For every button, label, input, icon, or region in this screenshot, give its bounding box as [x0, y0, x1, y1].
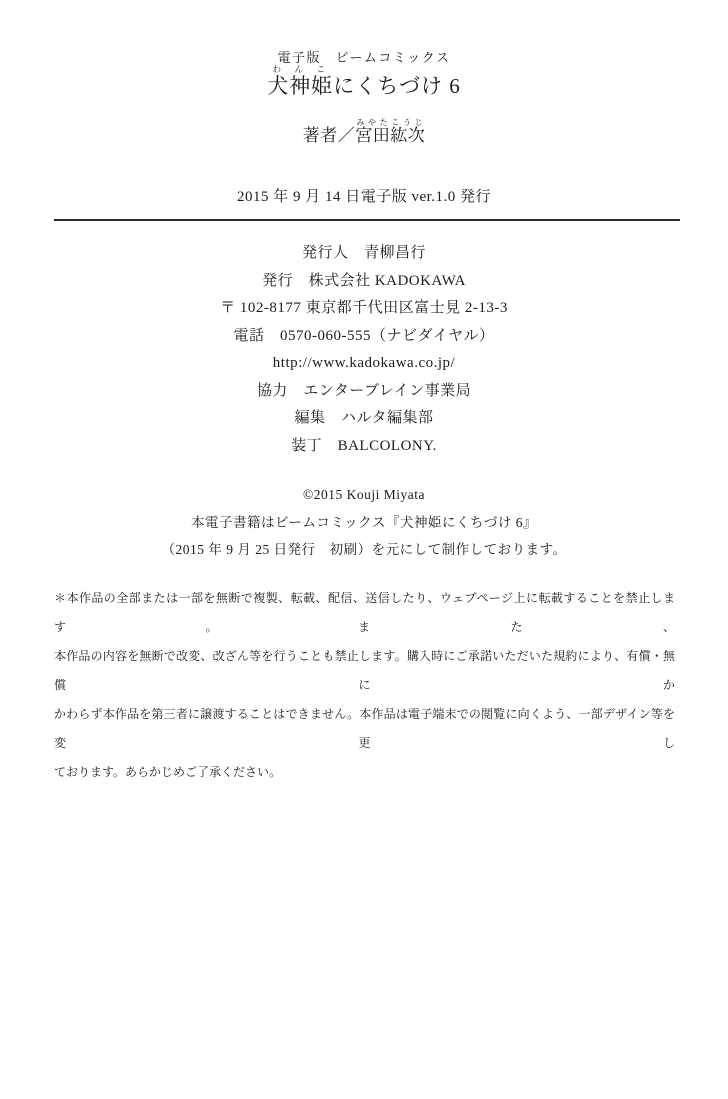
cooperation-line: 協力 エンターブレイン事業局 — [256, 382, 472, 399]
title-suffix: にくちづけ 6 — [333, 74, 461, 98]
disclaimer-line: ＊本作品の全部または一部を無断で複製、転載、配信、送信したり、ウェブページ上に転載することを禁止します。また、 — [54, 591, 675, 634]
author-given-name: 紘次 — [390, 126, 426, 145]
disclaimer-line: かわらず本作品を第三者に譲渡することはできません。本作品は電子端末での閲覧に向くよう、一部デザイン等を変更し — [54, 707, 675, 750]
publisher-person-line: 発行人 青柳昌行 — [301, 245, 426, 261]
phone-line: 電話 0570-060-555（ナビダイヤル） — [233, 327, 495, 344]
source-edition-note: 本電子書籍はビームコミックス『犬神姫にくちづけ 6』 — [190, 514, 538, 530]
book-design-line: 装丁 BALCOLONY. — [291, 437, 437, 454]
copyright-notice: ©2015 Kouji Miyata — [303, 487, 425, 502]
edition-series-label: 電子版 ビームコミックス — [277, 50, 451, 65]
copyright-info — [0, 481, 728, 564]
digital-publication-date: 2015 年 9 月 14 日電子版 ver.1.0 発行 — [236, 189, 492, 205]
author-line — [0, 118, 728, 154]
publisher-company-line: 発行 株式会社 KADOKAWA — [262, 272, 466, 289]
print-edition-note: （2015 年 9 月 25 日発行 初刷）を元にして制作しております。 — [161, 542, 567, 557]
editorial-line: 編集 ハルタ編集部 — [294, 410, 434, 426]
disclaimer-line: 本作品の内容を無断で改変、改ざん等を行うことも禁止します。購入時にご承諾いただいた規約により、有償・無償にか — [54, 649, 675, 692]
title-ruby — [267, 64, 334, 98]
publisher-info — [0, 240, 728, 460]
postal-address-line: 〒 102-8177 東京都千代田区富士見 2-13-3 — [220, 300, 508, 316]
author-given-furigana: こうじ — [390, 118, 426, 127]
author-family-name: 宮田 — [355, 126, 391, 145]
author-family-furigana: みやた — [355, 118, 391, 127]
disclaimer-line: ております。あらかじめご了承ください。 — [54, 765, 282, 779]
author-given-ruby — [390, 118, 426, 145]
author-prefix: 著者／ — [302, 126, 356, 145]
disclaimer-paragraph — [54, 584, 675, 787]
book-title — [0, 64, 728, 106]
author-family-ruby — [355, 118, 391, 145]
title-ruby-base: 犬神姫 — [267, 74, 334, 98]
divider-rule — [54, 219, 680, 221]
title-furigana: わんこ — [267, 64, 334, 74]
website-url: http://www.kadokawa.co.jp/ — [272, 355, 456, 371]
